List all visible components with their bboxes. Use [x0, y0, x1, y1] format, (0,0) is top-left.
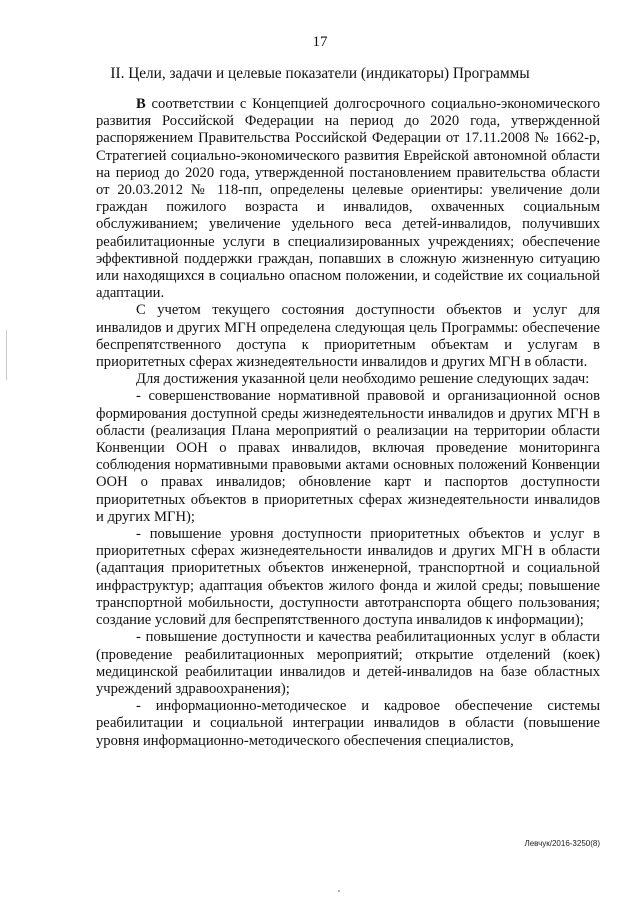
task-item: - совершенствование нормативной правовой и организационной основ формирования доступной среды жизнедеятельности инвалидов и других МГН в области (реализация Плана мероприятий о реализации на территории области Конвенции ООН о правах инвалидов, включая проведение мониторинга соблюдения нормативными правовыми актами основных положений Конвенции ООН о правах инвалидов; обновление карт и паспортов доступности приоритетных объектов в приоритетных сферах жизнедеятельности инвалидов и других МГН);: [96, 388, 600, 525]
task-item: - информационно-методическое и кадровое обеспечение системы реабилитации и социальной интеграции инвалидов в области (повышение уровня информационно-методического обеспечения специалистов,: [96, 698, 600, 749]
scan-edge-mark: [6, 330, 7, 380]
paragraph-intro: [96, 96, 600, 302]
paragraph-text: соответствии с Концепцией долгосрочного социально-экономического развития Российской Федерации на период до 2020 года, утвержденной распоряжением Правительства Российской Федерации от 17.11.2008 № 1662-р, Стратегией социально-экономического развития Еврейской автономной области на период до 2020 года, утвержденной постановлением правительства области от 20.03.2012 № 118-пп, определены целевые ориентиры: увеличение доли граждан пожилого возраста и инвалидов, охваченных социальным обслуживанием; увеличение удельного веса детей-инвалидов, получивших реабилитационные услуги в специализированных учреждениях; обеспечение эффективной поддержки граждан, попавших в сложную жизненную ситуацию или находящихся в социально опасном положении, и содействие их социальной адаптации.: [96, 96, 600, 302]
paragraph-tasks-intro: Для достижения указанной цели необходимо решение следующих задач:: [136, 371, 590, 388]
paragraph-goal: С учетом текущего состояния доступности объектов и услуг для инвалидов и других МГН определена следующая цель Программы: обеспечение беспрепятственного доступа к приоритетным объектам и услугам в приоритетных сферах жизнедеятельности инвалидов и других МГН в области.: [96, 302, 600, 371]
task-item: - повышение доступности и качества реабилитационных услуг в области (проведение реабилитационных мероприятий; открытие отделений (коек) медицинской реабилитации инвалидов и детей-инвалидов на базе областных учреждений здравоохранения);: [96, 629, 600, 697]
document-body: [96, 96, 600, 750]
task-item: - повышение уровня доступности приоритетных объектов и услуг в приоритетных сферах жизнедеятельности инвалидов и других МГН в области (адаптация приоритетных объектов инженерной, транспортной и социальной инфраструктур; адаптация объектов жилого фонда и жилой среды; повышение транспортной мобильности, доступности автотранспорта общего пользования; создание условий для беспрепятственного доступа инвалидов к информации);: [96, 526, 600, 629]
paragraph-lead-letter: В: [136, 96, 146, 112]
footer-document-code: Левчук/2016-3250(8): [524, 839, 600, 848]
scan-dust-dot: [338, 890, 340, 892]
section-heading: II. Цели, задачи и целевые показатели (индикаторы) Программы: [110, 65, 530, 82]
page-number: 17: [312, 34, 328, 50]
